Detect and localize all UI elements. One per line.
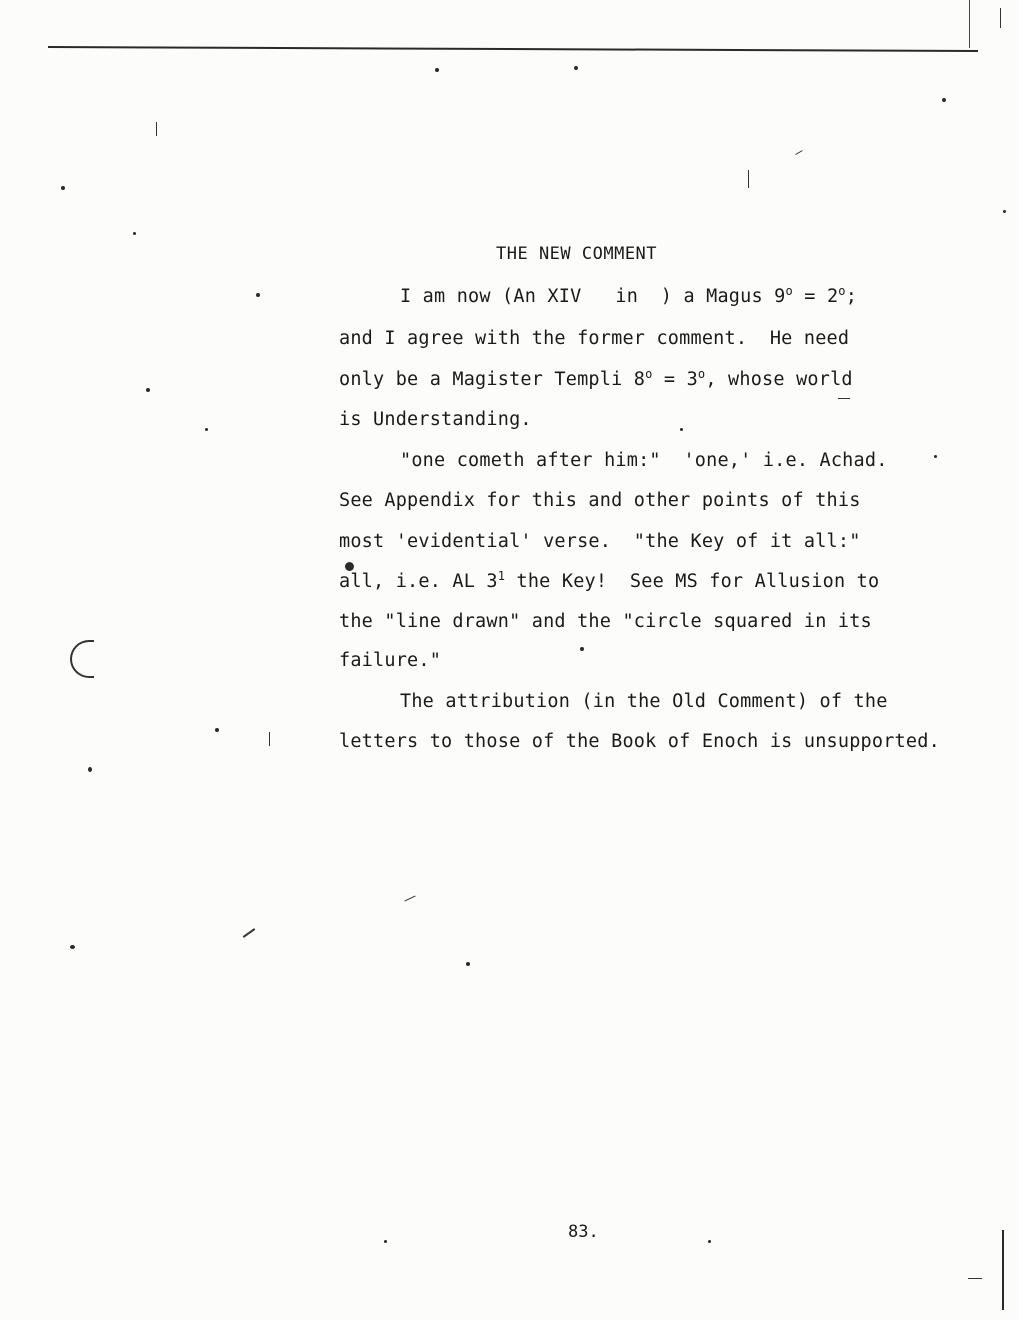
superscript: 1 (497, 569, 506, 583)
superscript: o (645, 367, 653, 381)
text-fragment: ; (845, 286, 858, 307)
text-fragment: all, i.e. AL 3 (339, 571, 498, 592)
scan-speck (574, 66, 578, 70)
paragraph-1-line-1 (400, 286, 857, 309)
scan-speck (580, 647, 584, 651)
scan-mark (1000, 8, 1001, 28)
paragraph-1-line-2: and I agree with the former comment. He need (339, 328, 850, 349)
scan-mark (156, 122, 157, 136)
scan-mark (838, 398, 850, 399)
scan-speck (205, 428, 208, 431)
paragraph-2-line-2: See Appendix for this and other points of this (339, 490, 861, 511)
paragraph-1-line-4: is Understanding. (339, 409, 532, 430)
scan-speck (88, 767, 92, 772)
scan-speck (942, 98, 946, 102)
scan-speck (146, 388, 150, 392)
scan-mark (404, 896, 415, 902)
page-number: 83. (568, 1222, 599, 1242)
scan-mark (795, 150, 802, 155)
scan-speck (466, 962, 470, 966)
scan-speck (384, 1240, 387, 1243)
margin-arc-mark (70, 640, 94, 678)
paragraph-2-line-4 (339, 571, 879, 594)
paragraph-3-line-1: The attribution (in the Old Comment) of the (400, 691, 888, 712)
scan-speck (435, 68, 439, 72)
top-rule-line (48, 46, 978, 52)
text-fragment: only be a Magister Templi 8 (339, 369, 646, 390)
scan-speck (133, 232, 136, 235)
page-heading: THE NEW COMMENT (496, 244, 658, 264)
scan-speck (256, 293, 260, 297)
scan-speck (345, 562, 354, 571)
scan-speck (70, 945, 75, 949)
scan-speck (708, 1240, 711, 1243)
superscript: o (697, 367, 706, 381)
paragraph-1-line-3 (339, 369, 853, 392)
paragraph-3-line-2: letters to those of the Book of Enoch is unsupported. (339, 731, 940, 752)
scan-speck (215, 728, 219, 732)
paragraph-2-line-3: most 'evidential' verse. "the Key of it all:" (339, 531, 861, 552)
scan-mark (269, 732, 270, 746)
scan-mark (243, 928, 256, 938)
text-fragment: , whose world (705, 369, 853, 390)
scan-speck (680, 428, 683, 431)
scan-mark (968, 1278, 982, 1279)
scan-speck (934, 455, 937, 458)
paragraph-2-line-6: failure." (339, 650, 442, 671)
superscript: o (785, 284, 793, 298)
scan-mark (748, 170, 749, 188)
bottom-right-margin-line (1002, 1230, 1004, 1310)
text-fragment: I am now (An XIV in ) a Magus 9 (400, 286, 786, 307)
scan-speck (1003, 210, 1006, 213)
text-fragment: = 3 (652, 369, 698, 390)
superscript: o (838, 284, 846, 298)
scan-speck (61, 186, 65, 190)
text-fragment: the Key! See MS for Allusion to (505, 571, 880, 592)
text-fragment: = 2 (792, 286, 839, 307)
paragraph-2-line-5: the "line drawn" and the "circle squared in its (339, 611, 872, 632)
paragraph-2-line-1: "one cometh after him:" 'one,' i.e. Achad. (400, 450, 888, 471)
top-right-margin-mark (969, 0, 970, 48)
